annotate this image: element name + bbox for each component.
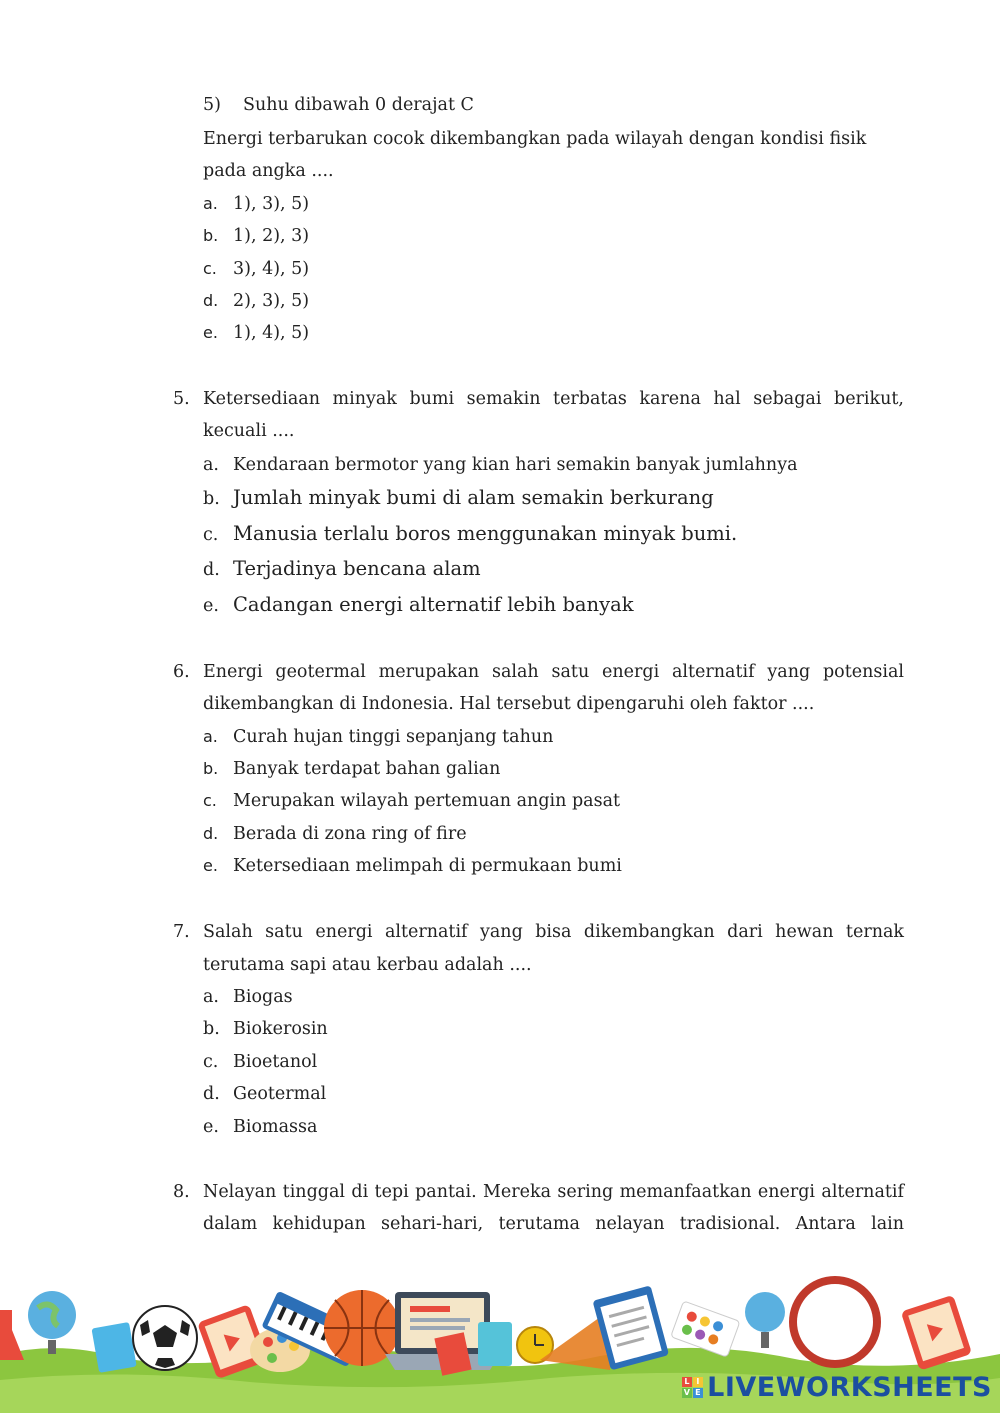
option-text: Geotermal	[233, 1084, 327, 1104]
liveworksheets-logo[interactable]	[682, 1372, 992, 1403]
q5-option-e[interactable]	[203, 594, 634, 617]
option-letter: d.	[203, 560, 220, 580]
option-text: Cadangan energi alternatif lebih banyak	[233, 593, 634, 616]
option-letter: c.	[203, 259, 217, 278]
q8-stem-line1: Nelayan tinggal di tepi pantai. Mereka sering memanfaatkan energi alternatif	[203, 1182, 904, 1202]
soccer-ball-icon	[133, 1306, 197, 1370]
option-letter: e.	[203, 596, 219, 616]
statement-text: Suhu dibawah 0 derajat C	[243, 95, 474, 115]
q6-option-e[interactable]	[203, 855, 622, 877]
q4-option-a[interactable]	[203, 193, 309, 215]
option-text: Ketersediaan melimpah di permukaan bumi	[233, 856, 622, 876]
q6-option-a[interactable]	[203, 726, 553, 748]
q8-stem-line2: dalam kehidupan sehari-hari, terutama nelayan tradisional. Antara lain	[203, 1214, 904, 1234]
logo-letter-v: V	[683, 1388, 691, 1397]
q4-option-b[interactable]	[203, 225, 309, 247]
q6-option-d[interactable]	[203, 823, 467, 845]
tablet-icon-2	[901, 1295, 972, 1371]
q7-option-e[interactable]	[203, 1116, 317, 1138]
q5-stem-line2: kecuali ....	[203, 421, 295, 441]
q7-option-c[interactable]	[203, 1051, 317, 1073]
q5-option-b[interactable]	[203, 487, 714, 510]
q4-option-d[interactable]	[203, 290, 309, 312]
q8-number: 8.	[173, 1182, 190, 1202]
option-letter: e.	[203, 323, 218, 342]
tambourine-icon	[789, 1276, 881, 1368]
logo-letter-i: I	[693, 1377, 703, 1387]
q7-number: 7.	[173, 922, 190, 942]
liveworksheets-brand-text: LIVEWORKSHEETS	[707, 1372, 992, 1403]
option-letter: a.	[203, 727, 218, 746]
option-letter: c.	[203, 1052, 219, 1072]
option-text: Biomassa	[233, 1117, 318, 1137]
option-letter: b.	[203, 759, 219, 778]
q7-option-d[interactable]	[203, 1083, 326, 1105]
q5-option-c[interactable]	[203, 523, 737, 546]
q6-option-b[interactable]	[203, 758, 500, 780]
q4-option-e[interactable]	[203, 322, 309, 344]
option-text: Kendaraan bermotor yang kian hari semakin banyak jumlahnya	[233, 455, 798, 475]
option-letter: d.	[203, 824, 219, 843]
q7-option-a[interactable]	[203, 986, 293, 1008]
q4-stem-line2: pada angka ....	[203, 161, 334, 181]
option-letter: e.	[203, 1117, 219, 1137]
option-text: 1), 4), 5)	[233, 323, 310, 343]
option-text: Manusia terlalu boros menggunakan minyak bumi.	[233, 522, 738, 545]
footer-decoration	[0, 1270, 1000, 1413]
option-letter: c.	[203, 525, 219, 545]
option-text: Curah hujan tinggi sepanjang tahun	[233, 727, 554, 747]
q6-number: 6.	[173, 662, 190, 682]
q5-number: 5.	[173, 389, 190, 409]
globe-icon-2	[745, 1292, 785, 1348]
q4-stem-line1: Energi terbarukan cocok dikembangkan pada wilayah dengan kondisi fisik	[203, 129, 867, 149]
statement-number: 5)	[203, 95, 221, 115]
option-letter: a.	[203, 194, 218, 213]
option-letter: c.	[203, 791, 217, 810]
option-text: Merupakan wilayah pertemuan angin pasat	[233, 791, 621, 811]
option-letter: d.	[203, 291, 219, 310]
option-text: 1), 2), 3)	[233, 226, 310, 246]
option-letter: d.	[203, 1084, 220, 1104]
option-text: Bioetanol	[233, 1052, 318, 1072]
liveworksheets-logo-mark	[682, 1377, 703, 1398]
option-letter: b.	[203, 1019, 220, 1039]
q7-stem-line1: Salah satu energi alternatif yang bisa dikembangkan dari hewan ternak	[203, 922, 904, 942]
option-letter: b.	[203, 489, 220, 509]
option-text: Banyak terdapat bahan galian	[233, 759, 501, 779]
q7-stem-line2: terutama sapi atau kerbau adalah ....	[203, 955, 532, 975]
q6-stem-line1: Energi geotermal merupakan salah satu energi alternatif yang potensial	[203, 662, 904, 682]
q7-option-b[interactable]	[203, 1018, 328, 1040]
book-icon	[91, 1322, 136, 1373]
option-text: Jumlah minyak bumi di alam semakin berkurang	[233, 486, 714, 509]
logo-letter-e: E	[693, 1388, 703, 1398]
option-text: 2), 3), 5)	[233, 291, 310, 311]
q6-option-c[interactable]	[203, 790, 620, 812]
option-letter: a.	[203, 987, 219, 1007]
q5-option-a[interactable]	[203, 454, 798, 476]
globe-icon	[28, 1291, 76, 1354]
book-icon-2	[478, 1322, 512, 1366]
statement-item-5	[203, 94, 474, 116]
flask-icon	[0, 1310, 24, 1360]
q5-stem-line1: Ketersediaan minyak bumi semakin terbatas karena hal sebagai berikut,	[203, 389, 904, 409]
option-text: Biogas	[233, 987, 293, 1007]
q6-stem-line2: dikembangkan di Indonesia. Hal tersebut dipengaruhi oleh faktor ....	[203, 694, 815, 714]
option-text: Terjadinya bencana alam	[233, 557, 481, 580]
option-text: 3), 4), 5)	[233, 259, 310, 279]
q4-option-c[interactable]	[203, 258, 309, 280]
option-text: Berada di zona ring of fire	[233, 824, 467, 844]
q5-option-d[interactable]	[203, 558, 481, 581]
option-text: Biokerosin	[233, 1019, 328, 1039]
logo-letter-l: L	[682, 1377, 692, 1387]
option-letter: e.	[203, 856, 218, 875]
option-letter: b.	[203, 226, 219, 245]
option-text: 1), 3), 5)	[233, 194, 310, 214]
option-letter: a.	[203, 455, 219, 475]
